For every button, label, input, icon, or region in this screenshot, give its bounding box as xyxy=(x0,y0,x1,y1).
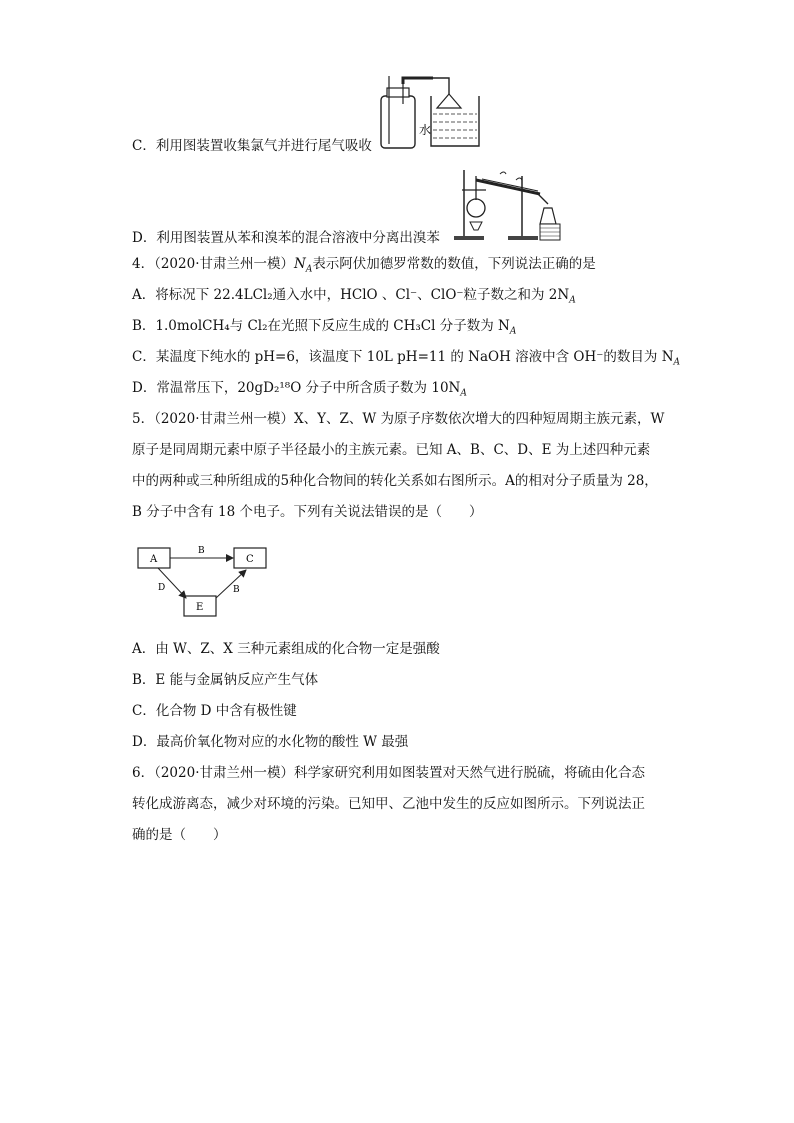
q5-line-4: B 分子中含有 18 个电子。下列有关说法错误的是（ ） xyxy=(132,504,483,520)
q5-line-3: 中的两种或三种所组成的5种化合物间的转化关系如右图所示。A的相对分子质量为 28， xyxy=(132,473,658,489)
q5-option-d: D．最高价氧化物对应的水化物的酸性 W 最强 xyxy=(132,734,409,750)
box-e-label: E xyxy=(196,602,204,613)
q4-option-a xyxy=(132,286,576,304)
q4-option-b xyxy=(132,317,516,335)
q4-option-b-text: B．1.0molCH₄与 Cl₂在光照下反应生成的 CH₃Cl 分子数为 N xyxy=(132,318,510,334)
arrow-e-to-c-label: B xyxy=(233,585,240,595)
q4-stem xyxy=(132,255,596,273)
q4-stem-prefix: 4．（2020·甘肃兰州一模） xyxy=(132,256,294,272)
q5-option-c: C．化合物 D 中含有极性键 xyxy=(132,703,297,719)
q4-option-d-text: D．常温常压下，20gD₂¹⁸O 分子中所含质子数为 10N xyxy=(132,380,461,396)
q5-line-1: 5．（2020·甘肃兰州一模）X、Y、Z、W 为原子序数依次增大的四种短周期主族元素，W xyxy=(132,411,665,427)
q4-option-c-text: C．某温度下纯水的 pH=6，该温度下 10L pH=11 的 NaOH 溶液中含 OH⁻的数目为 N xyxy=(132,349,674,365)
q4-stem-na-sub: A xyxy=(305,264,313,275)
conversion-diagram xyxy=(136,540,276,618)
q6-line-2: 转化成游离态，减少对环境的污染。已知甲、乙池中发生的反应如图所示。下列说法正 xyxy=(132,796,645,812)
q4-option-d xyxy=(132,379,467,397)
distillation-apparatus xyxy=(452,160,564,244)
q4-stem-suffix: 表示阿伏加德罗常数的数值，下列说法正确的是 xyxy=(312,256,596,272)
q5-option-a: A．由 W、Z、X 三种元素组成的化合物一定是强酸 xyxy=(132,641,440,657)
arrow-a-to-e-label: D xyxy=(158,583,166,593)
beaker-label: 水 xyxy=(419,123,432,137)
q4-option-b-sub: A xyxy=(509,326,517,337)
arrow-e-to-c xyxy=(216,570,246,598)
q6-line-1: 6．（2020·甘肃兰州一模）科学家研究利用如图装置对天然气进行脱硫，将硫由化合态 xyxy=(132,765,645,781)
q4-option-d-sub: A xyxy=(460,388,467,399)
q5-option-b: B．E 能与金属钠反应产生气体 xyxy=(132,672,319,688)
q5-line-2: 原子是同周期元素中原子半径最小的主族元素。已知 A、B、C、D、E 为上述四种元素 xyxy=(132,442,651,458)
q4-option-c-sub: A xyxy=(673,357,681,368)
box-a-label: A xyxy=(150,554,158,565)
q4-option-a-sub: A xyxy=(569,295,576,306)
q3-option-d: D．利用图装置从苯和溴苯的混合溶液中分离出溴苯 xyxy=(132,230,440,246)
arrow-a-to-c-label: B xyxy=(198,546,205,556)
q4-option-a-text: A．将标况下 22.4LCl₂通入水中，HClO 、Cl⁻、ClO⁻粒子数之和为 2N xyxy=(132,287,570,303)
box-c-label: C xyxy=(246,554,254,565)
q6-line-3: 确的是（ ） xyxy=(132,827,227,843)
q4-option-c xyxy=(132,348,680,366)
q4-stem-na: N xyxy=(294,256,306,272)
gas-collection-apparatus xyxy=(375,74,490,154)
q3-option-c: C．利用图装置收集氯气并进行尾气吸收 xyxy=(132,138,372,154)
